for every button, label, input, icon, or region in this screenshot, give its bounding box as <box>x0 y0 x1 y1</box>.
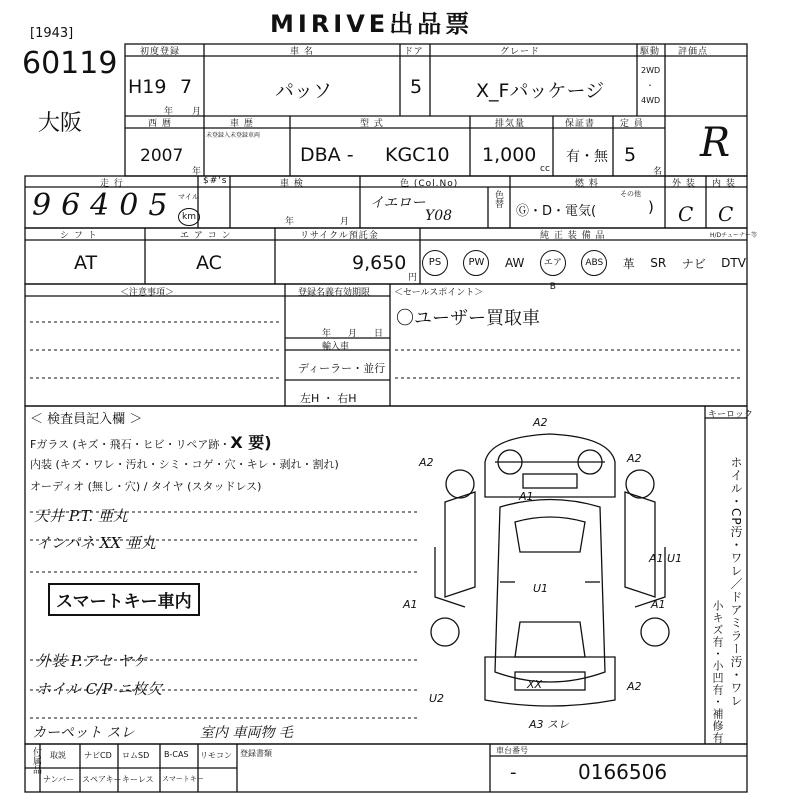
mark-a1-right-side: A1 <box>651 598 666 611</box>
grade-value: X_Fパッケージ <box>476 80 605 102</box>
drive-4wd: 4WD <box>641 96 661 105</box>
inspection-line1 <box>30 430 272 453</box>
mileage-unit-circle: km <box>178 208 200 226</box>
mark-a3-rear: A3 スレ <box>529 718 570 731</box>
label-shift: シ フ ト <box>60 231 98 241</box>
exterior-score: C <box>678 202 694 226</box>
mark-a1-u1: A1 U1 <box>649 552 683 565</box>
first-reg-year-suffix: 年 <box>164 107 174 117</box>
equipment-pw: PW <box>463 250 489 276</box>
footer-manual: 取説 <box>50 751 66 760</box>
inspection-month: 月 <box>340 217 350 227</box>
reg-deadline-day: 日 <box>374 329 384 339</box>
label-import: 輸入車 <box>322 342 350 352</box>
fuel-options: Ⓖ・D・電気( <box>516 204 597 219</box>
inspection-line3: オーディオ (無し・穴) / タイヤ (スタッドレス) <box>30 480 262 493</box>
label-model-name: 車 名 <box>290 47 314 57</box>
color-handwritten: イエロー <box>370 195 426 211</box>
car-damage-diagram <box>403 416 685 732</box>
inspection-line2: 内装 (キズ・ワレ・汚れ・シミ・コゲ・穴・キレ・剥れ・割れ) <box>30 458 339 471</box>
mileage-unit-alt: マイル <box>178 193 199 201</box>
chassis-number: 0166506 <box>578 760 668 784</box>
city: 大阪 <box>38 111 83 136</box>
warranty: 有・無 <box>566 149 608 165</box>
shift-value: AT <box>74 252 98 274</box>
footer-register: 登録書類 <box>240 749 272 758</box>
label-model-code: 型 式 <box>360 119 384 129</box>
inspection-hand3: 外装 P.アセ ヤケ <box>36 652 148 670</box>
keylock-col1: ホイル・CP汚・ワレ／ドアミラー汚・ワレ <box>729 456 743 708</box>
label-doors: ドア <box>404 47 424 57</box>
label-fuel: 燃 料 <box>575 179 599 189</box>
footer-keyless: キーレス <box>122 775 154 784</box>
label-notes: ＜注意事項＞ <box>120 288 175 298</box>
label-registration-type: 車 歴 <box>230 119 254 129</box>
keylock-label: キーロック <box>708 410 753 420</box>
western-year-suffix: 年 <box>192 167 202 177</box>
label-meter-change: $#'s <box>203 176 228 186</box>
model-name: パッソ <box>275 80 333 102</box>
import-dealer: ディーラー・並行 <box>298 362 386 375</box>
mark-a1-left-front: A1 <box>519 490 534 503</box>
label-capacity: 定 員 <box>620 119 644 129</box>
inspection-hand2: インパネ XX 亜丸 <box>36 534 156 552</box>
unregistered-note: 未登録入未登録車両 <box>206 132 261 139</box>
mark-a1-left-side: A1 <box>403 598 418 611</box>
lot-small: [1943] <box>30 26 74 41</box>
mark-a2-top: A2 <box>533 416 548 429</box>
inspection-hand5: カーペット スレ <box>32 725 135 741</box>
interior-score: C <box>718 202 734 226</box>
mark-u1: U1 <box>533 582 549 595</box>
equipment-airbag: エアB <box>540 250 566 276</box>
displacement: 1,000 <box>482 144 537 166</box>
drive-sep: ・ <box>646 81 654 90</box>
reg-deadline-year: 年 <box>322 329 332 339</box>
recycle-value: 9,650 <box>352 252 407 274</box>
label-inspection: 車 検 <box>280 179 304 189</box>
footer-navi: ナビCD <box>84 751 112 760</box>
label-equipment: 純 正 装 備 品 <box>540 231 606 241</box>
label-first-reg: 初度登録 <box>140 47 181 57</box>
equipment-aw: AW <box>504 256 525 270</box>
capacity: 5 <box>624 144 637 166</box>
label-interior: 内 装 <box>712 179 736 189</box>
equipment-abs: ABS <box>581 250 607 276</box>
drive-2wd: 2WD <box>641 66 661 75</box>
equipment-navi: ナビ <box>681 256 706 271</box>
sales-point: 〇ユーザー買取車 <box>396 308 540 329</box>
reg-deadline-month: 月 <box>348 329 358 339</box>
doors-value: 5 <box>410 76 423 98</box>
score-value: R <box>700 120 731 166</box>
label-tuner: H/Dチューナー等 <box>710 232 757 239</box>
equipment-ps: PS <box>422 250 448 276</box>
label-reg-deadline: 登録名義有効期限 <box>298 288 371 298</box>
equipment-leather: 革 <box>622 256 635 271</box>
footer-chassis-label: 車台番号 <box>496 746 528 755</box>
first-reg-era: H19 <box>128 76 167 98</box>
footer-included-label: 付属品 <box>31 747 41 774</box>
fuel-other-label: その他 <box>620 190 641 198</box>
color-change-label: 色替 <box>493 190 503 208</box>
western-year: 2007 <box>140 146 184 166</box>
label-drive: 駆動 <box>640 47 661 57</box>
inspection-line1-need: X 要) <box>230 433 272 452</box>
footer-bcas: B-CAS <box>164 750 189 759</box>
first-reg-month-suffix: 月 <box>192 107 202 117</box>
label-sales-point: ＜セールスポイント＞ <box>394 288 484 298</box>
label-color: 色 (Col.No) <box>400 179 459 189</box>
smart-key-note: スマートキー車内 <box>48 583 200 616</box>
import-steer: 左H ・ 右H <box>300 392 357 405</box>
inspection-hand6: 室内 車両物 毛 <box>200 725 293 741</box>
equipment-sr: SR <box>650 256 667 270</box>
label-grade: グレード <box>500 47 541 57</box>
footer-number-plate: ナンバー <box>43 775 75 784</box>
chassis-prefix: - <box>510 762 517 783</box>
equipment-dtv: DTV <box>721 256 746 270</box>
color-code: Y08 <box>425 208 453 224</box>
label-western-year: 西 暦 <box>148 119 172 129</box>
footer-smart-key: スマートキー <box>162 775 204 783</box>
keylock-col2: 小キズ有・小凹有・補修有 <box>711 600 724 744</box>
label-aircon: エ ア コ ン <box>180 231 232 241</box>
label-recycle: リサイクル預託金 <box>300 231 379 241</box>
inspection-hand4: ホイル C/P ニ枚欠 <box>36 680 163 698</box>
label-warranty: 保証書 <box>565 119 596 129</box>
mark-xx: XX <box>527 678 543 691</box>
displacement-cc: cc <box>540 164 550 174</box>
inspection-label: ＜ 検査員記入欄 ＞ <box>30 412 143 427</box>
footer-remocon: リモコン <box>200 751 232 760</box>
model-code: KGC10 <box>385 144 450 166</box>
label-score: 評価点 <box>678 47 709 57</box>
mark-a2-bottom: A2 <box>627 680 642 693</box>
inspection-year: 年 <box>285 217 295 227</box>
document-title: MIRIVE出品票 <box>270 10 474 38</box>
label-displacement: 排気量 <box>495 119 526 129</box>
lot-number: 60119 <box>22 46 118 81</box>
model-prefix: DBA - <box>300 144 354 166</box>
aircon-value: AC <box>196 252 222 274</box>
first-reg-month: 7 <box>180 76 193 98</box>
label-exterior: 外 装 <box>672 179 696 189</box>
fuel-close: ) <box>648 198 654 216</box>
mileage-unit <box>178 204 200 226</box>
inspection-hand1: 天井 P.T. 亜丸 <box>34 507 128 525</box>
mark-a2-left: A2 <box>419 456 434 469</box>
label-mileage: 走 行 <box>100 179 124 189</box>
recycle-yen: 円 <box>408 273 418 283</box>
capacity-suffix: 名 <box>653 167 663 177</box>
inspection-line1-text: Fガラス (キズ・飛石・ヒビ・リペア跡・ <box>30 438 231 451</box>
footer-rom: ロムSD <box>122 751 150 760</box>
mark-u2: U2 <box>429 692 445 705</box>
mileage: 96405 <box>32 188 178 223</box>
mark-a2-right: A2 <box>627 452 642 465</box>
footer-spare-key: スペアキー <box>82 775 122 784</box>
equipment-list <box>422 246 746 292</box>
